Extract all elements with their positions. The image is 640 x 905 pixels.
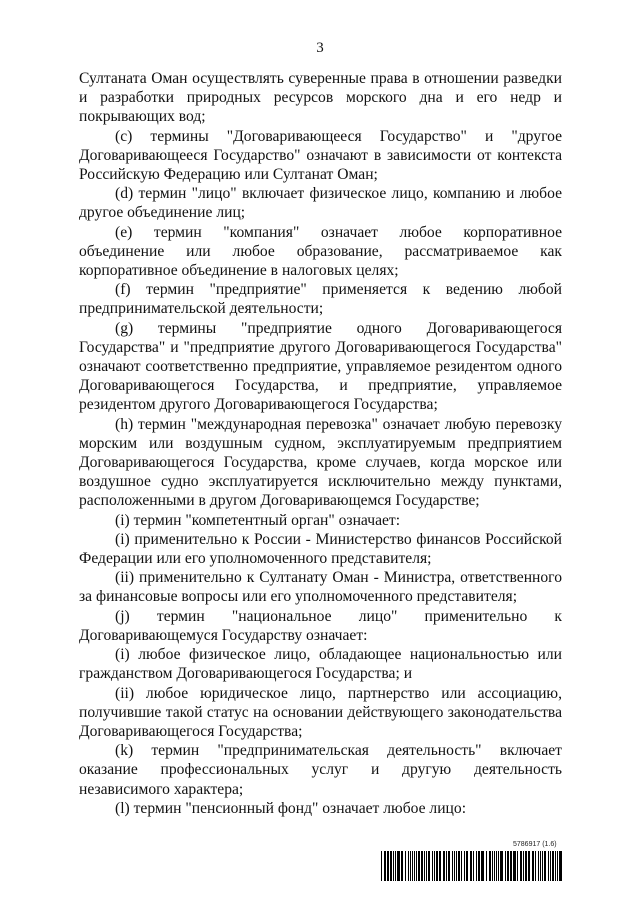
barcode-icon (381, 851, 563, 881)
page-number: 3 (316, 40, 324, 56)
barcode-code: 5786917 (1.6) (513, 841, 557, 848)
document-body (79, 69, 562, 818)
paragraph: (i) термин "компетентный орган" означает: (115, 511, 401, 529)
paragraph: (c) термины "Договаривающееся Государство" и "другое Договаривающееся Государство" означают в зависимости от контекста Российскую Федерацию или Султанат Оман; (79, 127, 562, 184)
paragraph: (h) термин "международная перевозка" означает любую перевозку морским или воздушным судном, эксплуатируемым предприятием Договаривающегося Государства, кроме случаев, когда морское или воздушное судно эксплуатируется исключительно между пунктами, расположенными в другом Договаривающемся Государстве; (79, 415, 562, 510)
document-barcode (381, 841, 563, 883)
paragraph: (k) термин "предпринимательская деятельность" включает оказание профессиональных услуг и другую деятельность независимого характера; (79, 742, 562, 798)
paragraph: (f) термин "предприятие" применяется к ведению любой предпринимательской деятельности; (79, 281, 562, 318)
paragraph: (ii) применительно к Султанату Оман - Министра, ответственного за финансовые вопросы или его уполномоченного представителя; (79, 569, 562, 606)
paragraph: (l) термин "пенсионный фонд" означает любое лицо: (115, 799, 467, 817)
paragraph: (i) применительно к России - Министерство финансов Российской Федерации или его уполномоченного представителя; (79, 530, 562, 568)
paragraph: Султаната Оман осуществлять суверенные права в отношении разведки и разработки природных ресурсов морского дна и его недр и покрывающих вод; (79, 70, 562, 126)
paragraph: (ii) любое юридическое лицо, партнерство или ассоциацию, получившие такой статус на основании действующего законодательства Договаривающегося Государства; (79, 684, 562, 740)
paragraph: (j) термин "национальное лицо" применительно к Договаривающемуся Государству означает: (79, 607, 562, 644)
paragraph: (i) любое физическое лицо, обладающее национальностью или гражданством Договаривающегося Государства; и (79, 646, 562, 683)
paragraph: (g) термины "предприятие одного Договаривающегося Государства" и "предприятие другого Договаривающегося Государства" означают соответственно предприятие, управляемое резидентом одного Договаривающегося Государства, и предприятие, управляемое резидентом другого Договаривающегося Государства; (79, 319, 562, 414)
paragraph: (d) термин "лицо" включает физическое лицо, компанию и любое другое объединение лиц; (79, 185, 562, 222)
paragraph: (e) термин "компания" означает любое корпоративное объединение или любое образование, рассматриваемое как корпоративное объединение в налоговых целях; (79, 223, 562, 280)
